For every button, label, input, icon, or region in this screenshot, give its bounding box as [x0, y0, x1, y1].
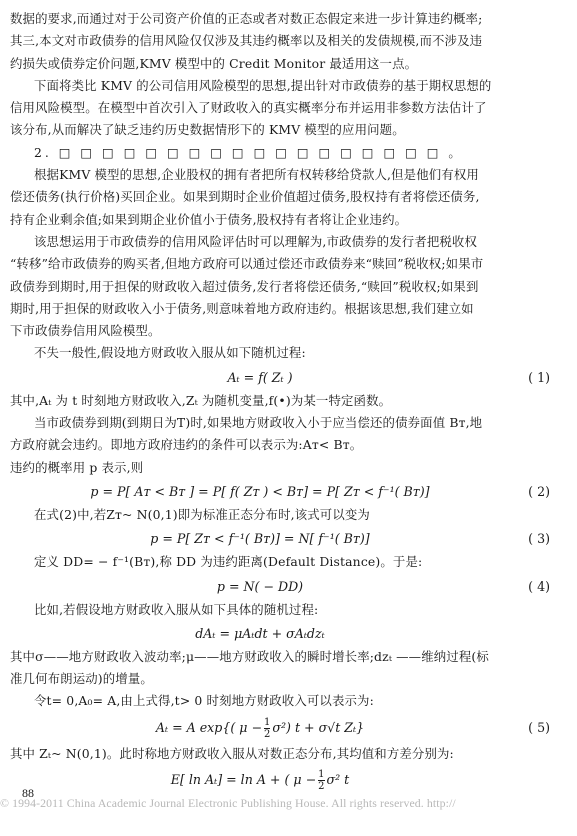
equation-sde-body: dAₜ = μAₜdt + σAₜdzₜ — [195, 625, 325, 641]
text-line: 约损失或债券定价问题,KMV 模型中的 Credit Monitor 最适用这一点。 — [10, 55, 418, 71]
equation-5-number: ( 5) — [528, 719, 550, 735]
equation-2-body: p = P[ Aᴛ < Bᴛ ] = P[ f( Zᴛ ) < Bᴛ] = P[ Zᴛ < f⁻¹( Bᴛ)] — [90, 483, 430, 499]
paragraph-8: 违约的概率用 p 表示,则 — [10, 459, 144, 475]
text-line: 下市政债券信用风险模型。 — [10, 323, 161, 339]
text-line: 当市政债券到期(到期日为T)时,如果地方财政收入小于应当偿还的债券面值 Bᴛ,地 — [34, 415, 483, 431]
paragraph-13: 令t= 0,A₀= A,由上式得,t> 0 时刻地方财政收入可以表示为: — [34, 693, 374, 709]
paragraph-2 — [10, 75, 550, 142]
text-line: 偿还债务(执行价格)买回企业。如果到期时企业价值超过债务,股权持有者将偿还债务, — [10, 189, 480, 205]
equation-2 — [10, 479, 550, 504]
text-line: 根据KMV 模型的思想,企业股权的拥有者把所有权转移给贷款人,但是他们有权用 — [34, 167, 479, 183]
equation-5-post: σ²) t + σ√t Zₜ} — [272, 719, 365, 735]
equation-sde — [10, 621, 550, 646]
text-line: 该思想运用于市政债券的信用风险评估时可以理解为,市政债券的发行者把税收权 — [34, 233, 478, 249]
paragraph-14: 其中 Zₜ~ N(0,1)。此时称地方财政收入服从对数正态分布,其均值和方差分别为: — [10, 745, 454, 761]
paragraph-3 — [10, 164, 550, 231]
text-line: 方政府就会违约。即地方政府违约的条件可以表示为:Aᴛ< Bᴛ。 — [10, 437, 363, 453]
text-line: 数据的要求,而通过对于公司资产价值的正态或者对数正态假定来进一步计算违约概率; — [10, 11, 483, 26]
text-line: 其中σ——地方财政收入波动率;μ——地方财政收入的瞬时增长率;dzₜ ——维纳过程(标 — [10, 648, 489, 664]
equation-6-post: σ² t — [326, 772, 350, 788]
equation-1-number: ( 1) — [528, 369, 550, 385]
equation-5-fraction — [264, 717, 270, 740]
equation-1 — [10, 365, 550, 390]
fraction-numerator: 1 — [264, 716, 271, 728]
fraction-numerator: 1 — [318, 769, 325, 781]
text-line: 其三,本文对市政债券的信用风险仅仅涉及其违约概率以及相关的发债规模,而不涉及违 — [10, 33, 483, 49]
equation-5-pre: Aₜ = A exp{( μ − — [155, 719, 263, 735]
equation-6-pre: E[ ln Aₜ] = ln A + ( μ − — [170, 772, 317, 788]
equation-4-body: p = N( − DD) — [216, 578, 304, 594]
fraction-denominator: 2 — [318, 781, 325, 793]
paragraph-7 — [10, 412, 550, 457]
text-line: 该分布,从而解决了缺乏违约历史数据情形下的 KMV 模型的应用问题。 — [10, 122, 405, 138]
paragraph-10: 定义 DD= − f⁻¹(Bᴛ),称 DD 为违约距离(Default Distance)。于是: — [34, 554, 423, 570]
text-line: “转移”给市政债券的购买者,但地方政府可以通过偿还市政债券来“赎回”税收权;如果市 — [10, 256, 484, 272]
copyright-footer: © 1994-2011 China Academic Journal Electronic Publishing House. All rights reserved. http:// — [0, 796, 456, 810]
paragraph-9: 在式(2)中,若Zᴛ~ N(0,1)即为标准正态分布时,该式可以变为 — [34, 506, 370, 522]
text-line: 政债券到期时,用于担保的财政收入超过债务,发行者将偿还债务,“赎回”税收权;如果到 — [10, 278, 479, 294]
equation-1-body: Aₜ = f( Zₜ ) — [227, 369, 293, 385]
paper-page — [10, 8, 550, 795]
equation-2-number: ( 2) — [528, 483, 550, 499]
text-line: 持有企业剩余值;如果到期企业价值小于债务,股权持有者将让企业违约。 — [10, 211, 408, 227]
text-line: 期时,用于担保的财政收入小于债务,则意味着地方政府违约。根据该思想,我们建立如 — [10, 300, 474, 316]
equation-3-number: ( 3) — [528, 531, 550, 547]
equation-6-fraction — [318, 769, 324, 792]
paragraph-12 — [10, 646, 550, 691]
equation-4 — [10, 574, 550, 599]
section-heading: 2. □ □ □ □ □ □ □ □ □ □ □ □ □ □ □ □ □ □ 。 — [34, 144, 464, 160]
text-line: 下面将类比 KMV 的公司信用风险模型的思想,提出针对市政债券的基于期权思想的 — [34, 77, 492, 93]
equation-6 — [10, 765, 550, 795]
text-line: 信用风险模型。在模型中首次引入了财政收入的真实概率分布并运用非参数方法估计了 — [10, 100, 487, 116]
equation-5 — [10, 713, 550, 743]
equation-4-number: ( 4) — [528, 578, 550, 594]
page-number: 88 — [22, 786, 34, 800]
equation-6-body — [10, 765, 510, 795]
paragraph-11: 比如,若假设地方财政收入服从如下具体的随机过程: — [34, 601, 319, 617]
fraction-denominator: 2 — [264, 728, 271, 740]
paragraph-4 — [10, 231, 550, 342]
paragraph-6: 其中,Aₜ 为 t 时刻地方财政收入,Zₜ 为随机变量,f(•)为某一特定函数。 — [10, 392, 392, 408]
equation-5-body — [10, 713, 510, 743]
equation-3-body: p = P[ Zᴛ < f⁻¹( Bᴛ)] = N[ f⁻¹( Bᴛ)] — [150, 531, 370, 547]
text-line: 准几何布朗运动)的增量。 — [10, 671, 153, 687]
equation-3 — [10, 526, 550, 551]
paragraph-1 — [10, 8, 550, 75]
paragraph-5: 不失一般性,假设地方财政收入服从如下随机过程: — [34, 345, 306, 361]
